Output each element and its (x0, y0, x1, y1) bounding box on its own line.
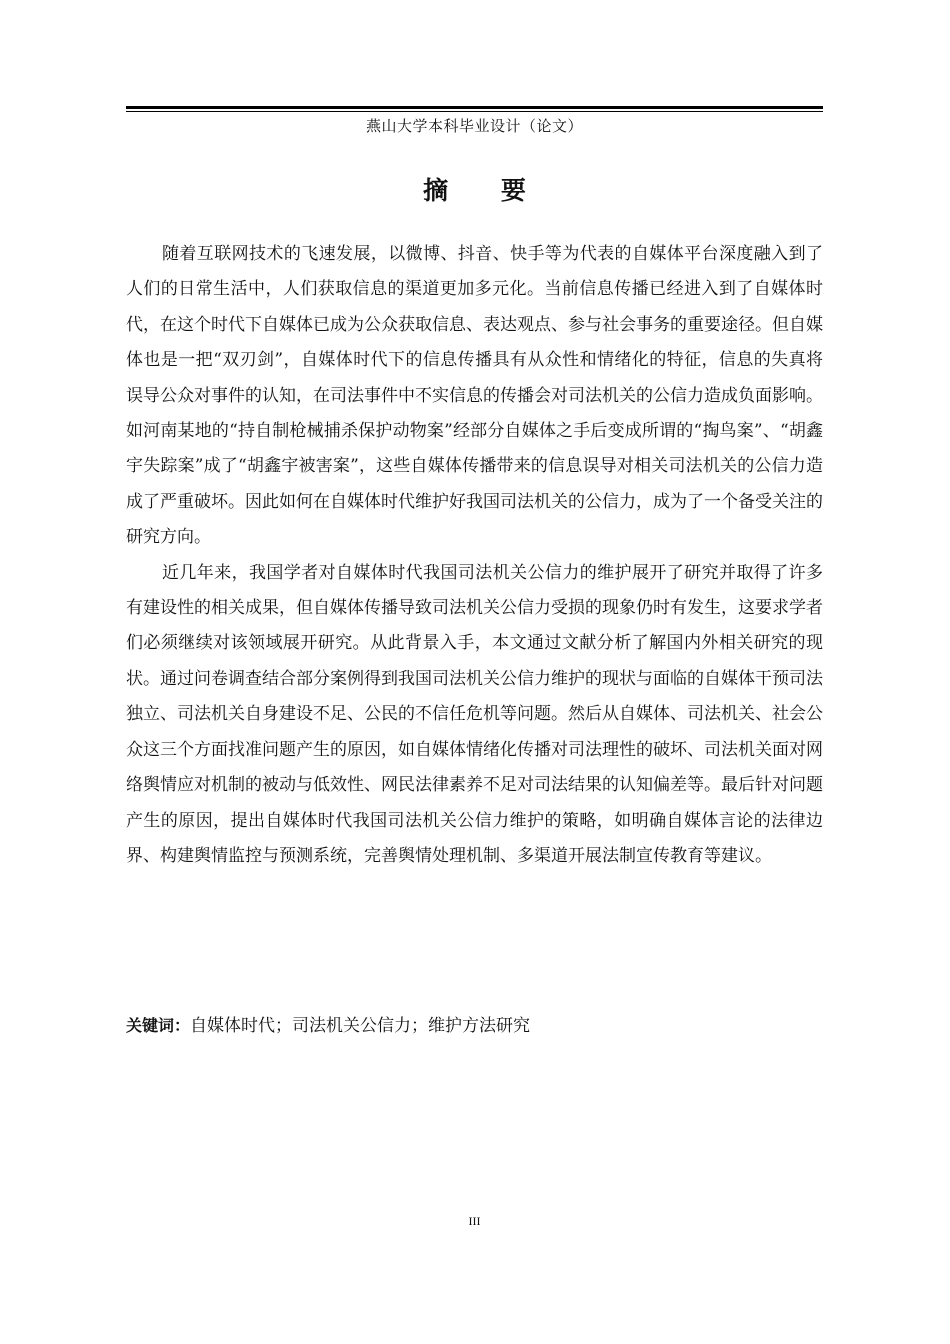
keywords-label: 关键词： (126, 1016, 191, 1035)
header-rule-thin (126, 111, 823, 112)
running-header: 燕山大学本科毕业设计（论文） (365, 117, 583, 135)
keywords-line (126, 1014, 823, 1038)
header-rule-thick (126, 106, 823, 109)
abstract-paragraph-1: 随着互联网技术的飞速发展，以微博、抖音、快手等为代表的自媒体平台深度融入到了人们的日常生活中，人们获取信息的渠道更加多元化。当前信息传播已经进入到了自媒体时代，在这个时代下自媒体已成为公众获取信息、表达观点、参与社会事务的重要途径。但自媒体也是一把“双刃剑”，自媒体时代下的信息传播具有从众性和情绪化的特征，信息的失真将误导公众对事件的认知，在司法事件中不实信息的传播会对司法机关的公信力造成负面影响。如河南某地的“持自制枪械捕杀保护动物案”经部分自媒体之手后变成所谓的“掏鸟案”、“胡鑫宇失踪案”成了“胡鑫宇被害案”，这些自媒体传播带来的信息误导对相关司法机关的公信力造成了严重破坏。因此如何在自媒体时代维护好我国司法机关的公信力，成为了一个备受关注的研究方向。 (126, 244, 823, 548)
page-number: III (468, 1214, 481, 1228)
abstract-title: 摘 要 (423, 176, 548, 205)
abstract-body (126, 237, 823, 874)
abstract-paragraph-2: 近几年来，我国学者对自媒体时代我国司法机关公信力的维护展开了研究并取得了许多有建设性的相关成果，但自媒体传播导致司法机关公信力受损的现象仍时有发生，这要求学者们必须继续对该领域展开研究。从此背景入手，本文通过文献分析了解国内外相关研究的现状。通过问卷调查结合部分案例得到我国司法机关公信力维护的现状与面临的自媒体干预司法独立、司法机关自身建设不足、公民的不信任危机等问题。然后从自媒体、司法机关、社会公众这三个方面找准问题产生的原因，如自媒体情绪化传播对司法理性的破坏、司法机关面对网络舆情应对机制的被动与低效性、网民法律素养不足对司法结果的认知偏差等。最后针对问题产生的原因，提出自媒体时代我国司法机关公信力维护的策略，如明确自媒体言论的法律边界、构建舆情监控与预测系统，完善舆情处理机制、多渠道开展法制宣传教育等建议。 (126, 562, 823, 866)
keywords-value: 自媒体时代；司法机关公信力；维护方法研究 (190, 1016, 531, 1036)
